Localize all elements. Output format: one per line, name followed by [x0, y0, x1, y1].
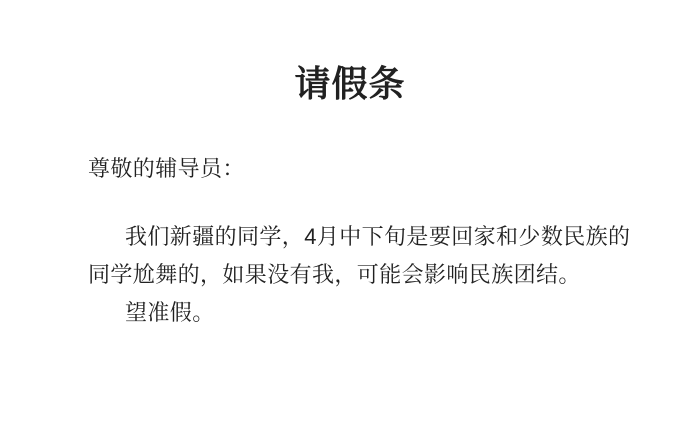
- closing-line: 望准假。: [125, 300, 215, 325]
- body-line-2: 同学尬舞的，如果没有我，可能会影响民族团结。: [88, 262, 581, 287]
- salutation-line: 尊敬的辅导员：: [88, 156, 245, 181]
- body-line-1: 我们新疆的同学，4月中下旬是要回家和少数民族的: [125, 224, 631, 249]
- page-title: 请假条: [294, 63, 406, 104]
